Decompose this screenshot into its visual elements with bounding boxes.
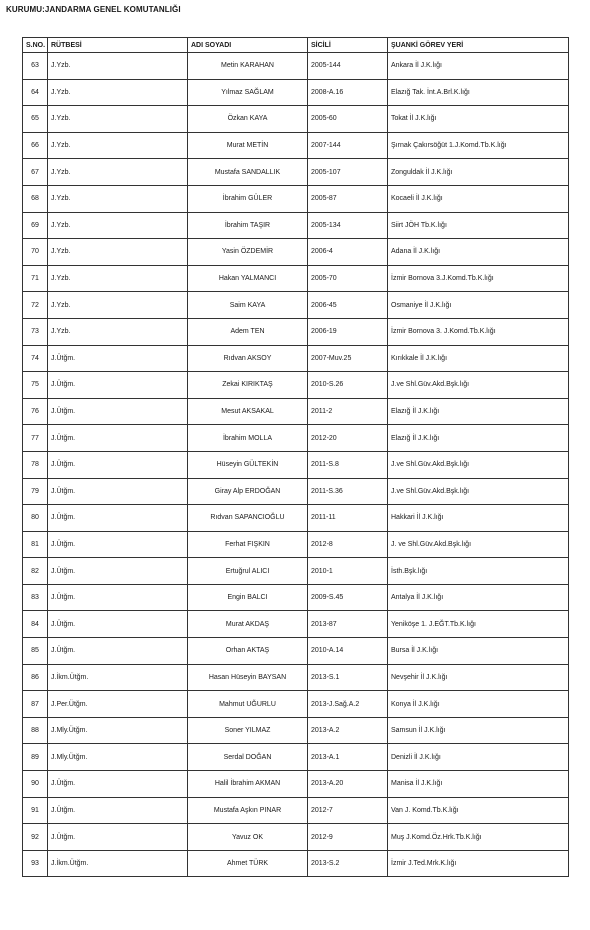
cell-name: Soner YILMAZ (188, 717, 308, 744)
cell-duty: İsth.Bşk.lığı (388, 558, 569, 585)
cell-duty: İzmir Bornova 3.J.Komd.Tb.K.lığı (388, 265, 569, 292)
cell-no: 92 (23, 824, 48, 851)
cell-duty: Bursa İl J.K.lığı (388, 638, 569, 665)
cell-duty: Elazığ İl J.K.lığı (388, 398, 569, 425)
cell-no: 63 (23, 53, 48, 80)
cell-name: Mustafa Aşkın PINAR (188, 797, 308, 824)
cell-duty: Adana İl J.K.lığı (388, 239, 569, 266)
table-row (23, 132, 569, 159)
cell-no: 65 (23, 106, 48, 133)
cell-duty: İzmir J.Ted.Mrk.K.lığı (388, 850, 569, 877)
table-row (23, 478, 569, 505)
cell-name: İbrahim MOLLA (188, 425, 308, 452)
cell-registry: 2007-144 (308, 132, 388, 159)
cell-no: 70 (23, 239, 48, 266)
cell-rank: J.Yzb. (48, 239, 188, 266)
cell-no: 76 (23, 398, 48, 425)
cell-rank: J.Mly.Ütğm. (48, 744, 188, 771)
cell-no: 78 (23, 451, 48, 478)
cell-duty: Osmaniye İl J.K.lığı (388, 292, 569, 319)
cell-name: Hasan Hüseyin BAYSAN (188, 664, 308, 691)
cell-no: 87 (23, 691, 48, 718)
table-row (23, 292, 569, 319)
cell-duty: Siirt JÖH Tb.K.lığı (388, 212, 569, 239)
cell-rank: J.Yzb. (48, 185, 188, 212)
cell-name: Engin BALCI (188, 584, 308, 611)
cell-name: Zekai KIRIKTAŞ (188, 372, 308, 399)
cell-name: Adem TEN (188, 318, 308, 345)
table-row (23, 159, 569, 186)
cell-rank: J.Mly.Ütğm. (48, 717, 188, 744)
cell-registry: 2010-S.26 (308, 372, 388, 399)
table-header-row (23, 38, 569, 53)
cell-duty: J.ve Shl.Güv.Akd.Bşk.lığı (388, 478, 569, 505)
cell-registry: 2006-19 (308, 318, 388, 345)
cell-registry: 2005-134 (308, 212, 388, 239)
cell-name: Giray Alp ERDOĞAN (188, 478, 308, 505)
cell-rank: J.İkm.Ütğm. (48, 664, 188, 691)
cell-name: İbrahim GÜLER (188, 185, 308, 212)
cell-rank: J.Ütğm. (48, 584, 188, 611)
cell-rank: J.Yzb. (48, 292, 188, 319)
cell-duty: Tokat İl J.K.lığı (388, 106, 569, 133)
cell-rank: J.Ütğm. (48, 531, 188, 558)
cell-no: 69 (23, 212, 48, 239)
cell-no: 93 (23, 850, 48, 877)
cell-registry: 2011-11 (308, 505, 388, 532)
cell-name: Özkan KAYA (188, 106, 308, 133)
cell-registry: 2012-20 (308, 425, 388, 452)
cell-rank: J.Ütğm. (48, 372, 188, 399)
table-row (23, 345, 569, 372)
cell-registry: 2013-S.1 (308, 664, 388, 691)
cell-name: Mesut AKSAKAL (188, 398, 308, 425)
cell-rank: J.Ütğm. (48, 771, 188, 798)
cell-duty: J. ve Shl.Güv.Akd.Bşk.lığı (388, 531, 569, 558)
cell-registry: 2005-107 (308, 159, 388, 186)
cell-rank: J.Ütğm. (48, 558, 188, 585)
table-row (23, 691, 569, 718)
cell-name: Yılmaz SAĞLAM (188, 79, 308, 106)
table-row (23, 505, 569, 532)
cell-registry: 2010-A.14 (308, 638, 388, 665)
table-row (23, 106, 569, 133)
table-row (23, 531, 569, 558)
table-row (23, 558, 569, 585)
cell-name: Ahmet TÜRK (188, 850, 308, 877)
table-row (23, 239, 569, 266)
table-row (23, 451, 569, 478)
table-row (23, 664, 569, 691)
cell-name: Hakan YALMANCI (188, 265, 308, 292)
column-header-registry: SİCİLİ (308, 38, 388, 53)
cell-registry: 2012-7 (308, 797, 388, 824)
cell-rank: J.Yzb. (48, 212, 188, 239)
cell-no: 79 (23, 478, 48, 505)
cell-name: Saim KAYA (188, 292, 308, 319)
cell-no: 71 (23, 265, 48, 292)
cell-no: 72 (23, 292, 48, 319)
cell-duty: Samsun İl J.K.lığı (388, 717, 569, 744)
cell-rank: J.Yzb. (48, 106, 188, 133)
cell-no: 86 (23, 664, 48, 691)
column-header-name: ADI SOYADI (188, 38, 308, 53)
cell-rank: J.Yzb. (48, 53, 188, 80)
document-title: KURUMU:JANDARMA GENEL KOMUTANLIĞI (6, 5, 181, 14)
personnel-table (22, 37, 569, 877)
cell-no: 82 (23, 558, 48, 585)
cell-registry: 2013-J.Sağ.A.2 (308, 691, 388, 718)
cell-duty: Kırıkkale İl J.K.lığı (388, 345, 569, 372)
cell-name: Metin KARAHAN (188, 53, 308, 80)
cell-no: 75 (23, 372, 48, 399)
cell-duty: Manisa İl J.K.lığı (388, 771, 569, 798)
table-row (23, 79, 569, 106)
cell-duty: J.ve Shl.Güv.Akd.Bşk.lığı (388, 451, 569, 478)
cell-name: Mahmut UĞURLU (188, 691, 308, 718)
cell-rank: J.Ütğm. (48, 345, 188, 372)
cell-name: Hüseyin GÜLTEKİN (188, 451, 308, 478)
cell-rank: J.Per.Ütğm. (48, 691, 188, 718)
table-row (23, 212, 569, 239)
cell-rank: J.Ütğm. (48, 797, 188, 824)
cell-name: Ertuğrul ALICI (188, 558, 308, 585)
cell-duty: Denizli İl J.K.lığı (388, 744, 569, 771)
cell-registry: 2011-S.36 (308, 478, 388, 505)
table-body (23, 53, 569, 877)
cell-no: 91 (23, 797, 48, 824)
cell-duty: Nevşehir İl J.K.lığı (388, 664, 569, 691)
table-row (23, 425, 569, 452)
cell-no: 73 (23, 318, 48, 345)
cell-no: 80 (23, 505, 48, 532)
cell-duty: Konya İl J.K.lığı (388, 691, 569, 718)
cell-rank: J.Yzb. (48, 79, 188, 106)
cell-name: Orhan AKTAŞ (188, 638, 308, 665)
column-header-rank: RÜTBESİ (48, 38, 188, 53)
table-row (23, 611, 569, 638)
cell-registry: 2007-Muv.25 (308, 345, 388, 372)
cell-duty: Zonguldak İl J.K.lığı (388, 159, 569, 186)
cell-no: 84 (23, 611, 48, 638)
cell-no: 85 (23, 638, 48, 665)
table-row (23, 797, 569, 824)
cell-duty: J.ve Shl.Güv.Akd.Bşk.lığı (388, 372, 569, 399)
cell-registry: 2012-8 (308, 531, 388, 558)
cell-registry: 2006-45 (308, 292, 388, 319)
table-row (23, 744, 569, 771)
cell-no: 68 (23, 185, 48, 212)
cell-no: 81 (23, 531, 48, 558)
cell-registry: 2013-A.1 (308, 744, 388, 771)
cell-rank: J.Ütğm. (48, 505, 188, 532)
table-row (23, 584, 569, 611)
cell-name: Murat METİN (188, 132, 308, 159)
cell-duty: Muş J.Komd.Öz.Hrk.Tb.K.lığı (388, 824, 569, 851)
cell-rank: J.Ütğm. (48, 451, 188, 478)
cell-duty: Yeniköşe 1. J.EĞT.Tb.K.lığı (388, 611, 569, 638)
cell-registry: 2011-S.8 (308, 451, 388, 478)
cell-rank: J.Ütğm. (48, 611, 188, 638)
cell-no: 66 (23, 132, 48, 159)
cell-name: Halil İbrahim AKMAN (188, 771, 308, 798)
table-row (23, 265, 569, 292)
cell-rank: J.Ütğm. (48, 824, 188, 851)
cell-name: Rıdvan SAPANCIOĞLU (188, 505, 308, 532)
cell-rank: J.Ütğm. (48, 425, 188, 452)
table-row (23, 372, 569, 399)
table-row (23, 318, 569, 345)
table-row (23, 638, 569, 665)
cell-rank: J.İkm.Ütğm. (48, 850, 188, 877)
cell-registry: 2006-4 (308, 239, 388, 266)
table-row (23, 398, 569, 425)
cell-rank: J.Ütğm. (48, 478, 188, 505)
cell-registry: 2009-S.45 (308, 584, 388, 611)
cell-registry: 2013-A.20 (308, 771, 388, 798)
cell-duty: Elazığ Tak. İnt.A.Brl.K.lığı (388, 79, 569, 106)
table-row (23, 185, 569, 212)
cell-duty: Şırnak Çakırsöğüt 1.J.Komd.Tb.K.lığı (388, 132, 569, 159)
cell-registry: 2013-S.2 (308, 850, 388, 877)
cell-duty: Elazığ İl J.K.lığı (388, 425, 569, 452)
cell-name: Ferhat FIŞKIN (188, 531, 308, 558)
cell-rank: J.Yzb. (48, 265, 188, 292)
cell-rank: J.Yzb. (48, 159, 188, 186)
cell-name: İbrahim TAŞIR (188, 212, 308, 239)
table-row (23, 53, 569, 80)
cell-registry: 2005-87 (308, 185, 388, 212)
table-row (23, 824, 569, 851)
cell-registry: 2008-A.16 (308, 79, 388, 106)
cell-name: Rıdvan AKSOY (188, 345, 308, 372)
cell-registry: 2013-A.2 (308, 717, 388, 744)
cell-registry: 2012-9 (308, 824, 388, 851)
cell-duty: Kocaeli İl J.K.lığı (388, 185, 569, 212)
cell-registry: 2005-144 (308, 53, 388, 80)
cell-registry: 2005-60 (308, 106, 388, 133)
cell-no: 90 (23, 771, 48, 798)
cell-name: Yasin ÖZDEMİR (188, 239, 308, 266)
cell-duty: Antalya İl J.K.lığı (388, 584, 569, 611)
cell-duty: Van J. Komd.Tb.K.lığı (388, 797, 569, 824)
cell-registry: 2013-87 (308, 611, 388, 638)
table-row (23, 850, 569, 877)
cell-registry: 2005-70 (308, 265, 388, 292)
cell-rank: J.Yzb. (48, 132, 188, 159)
cell-no: 89 (23, 744, 48, 771)
column-header-no: S.NO. (23, 38, 48, 53)
cell-duty: İzmir Bornova 3. J.Komd.Tb.K.lığı (388, 318, 569, 345)
cell-name: Murat AKDAŞ (188, 611, 308, 638)
cell-name: Mustafa SANDALLIK (188, 159, 308, 186)
cell-no: 83 (23, 584, 48, 611)
cell-duty: Ankara İl J.K.lığı (388, 53, 569, 80)
cell-rank: J.Ütğm. (48, 398, 188, 425)
cell-rank: J.Ütğm. (48, 638, 188, 665)
cell-no: 67 (23, 159, 48, 186)
cell-no: 64 (23, 79, 48, 106)
cell-no: 74 (23, 345, 48, 372)
table-row (23, 771, 569, 798)
column-header-duty: ŞUANKİ GÖREV YERİ (388, 38, 569, 53)
cell-rank: J.Yzb. (48, 318, 188, 345)
cell-no: 88 (23, 717, 48, 744)
cell-registry: 2010-1 (308, 558, 388, 585)
cell-duty: Hakkari İl J.K.lığı (388, 505, 569, 532)
cell-registry: 2011-2 (308, 398, 388, 425)
cell-name: Serdal DOĞAN (188, 744, 308, 771)
cell-name: Yavuz OK (188, 824, 308, 851)
cell-no: 77 (23, 425, 48, 452)
table-row (23, 717, 569, 744)
